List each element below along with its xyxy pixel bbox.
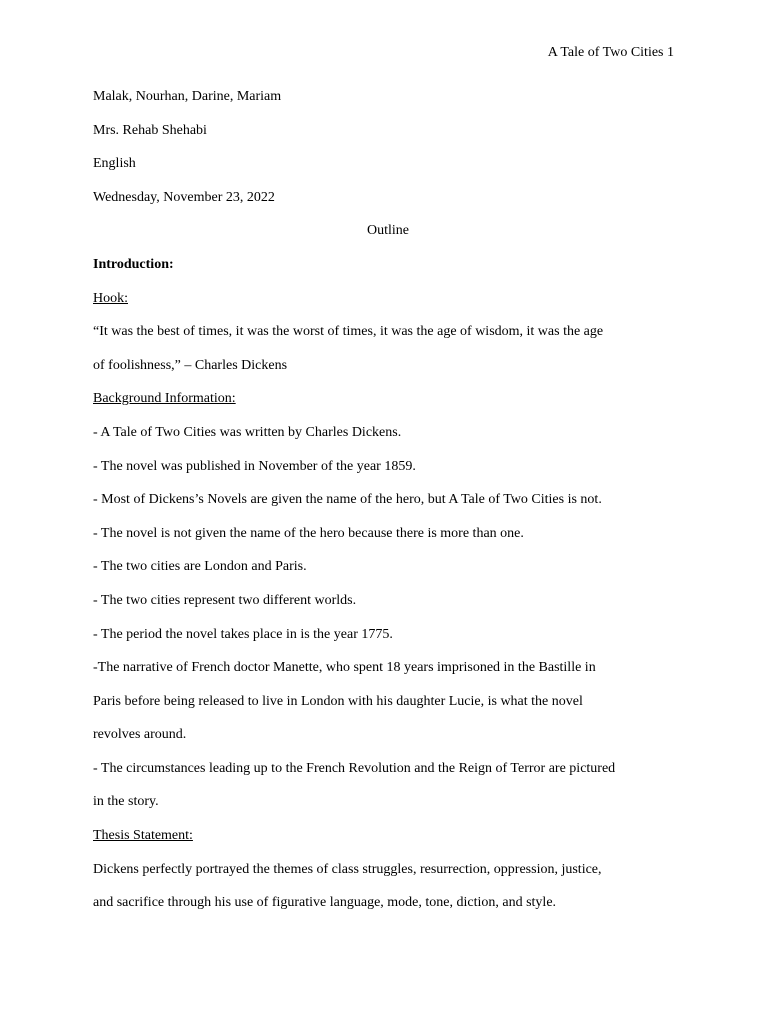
background-line: - The two cities are London and Paris. xyxy=(93,559,307,575)
running-header: A Tale of Two Cities 1 xyxy=(547,45,674,60)
document-body xyxy=(93,87,683,927)
background-line: revolves around. xyxy=(93,727,187,743)
introduction-heading: Introduction: xyxy=(93,256,174,272)
hook-line: of foolishness,” – Charles Dickens xyxy=(93,357,288,373)
document-title: Outline xyxy=(367,223,409,239)
background-heading: Background Information: xyxy=(93,391,236,407)
background-line: in the story. xyxy=(93,794,159,810)
background-line: - The novel is not given the name of the hero because there is more than one. xyxy=(93,525,524,541)
background-line: Paris before being released to live in London with his daughter Lucie, is what the novel xyxy=(93,693,583,709)
hook-line: “It was the best of times, it was the worst of times, it was the age of wisdom, it was the age xyxy=(93,324,604,340)
background-line: - The two cities represent two different worlds. xyxy=(93,592,357,608)
thesis-line: and sacrifice through his use of figurative language, mode, tone, diction, and style. xyxy=(93,895,557,911)
background-line: - The circumstances leading up to the French Revolution and the Reign of Terror are pictured xyxy=(93,760,616,776)
background-line: - Most of Dickens’s Novels are given the name of the hero, but A Tale of Two Cities is not. xyxy=(93,492,602,508)
document-date: Wednesday, November 23, 2022 xyxy=(93,189,275,205)
hook-heading: Hook: xyxy=(93,290,128,306)
thesis-line: Dickens perfectly portrayed the themes of class struggles, resurrection, oppression, justice, xyxy=(93,861,602,877)
background-line: - The novel was published in November of the year 1859. xyxy=(93,458,416,474)
thesis-heading: Thesis Statement: xyxy=(93,828,193,844)
author-names: Malak, Nourhan, Darine, Mariam xyxy=(93,89,282,104)
background-line: -The narrative of French doctor Manette, who spent 18 years imprisoned in the Bastille in xyxy=(93,660,596,676)
teacher-name: Mrs. Rehab Shehabi xyxy=(93,122,207,138)
subject-name: English xyxy=(93,156,136,172)
background-line: - The period the novel takes place in is the year 1775. xyxy=(93,626,393,642)
background-line: - A Tale of Two Cities was written by Charles Dickens. xyxy=(93,424,402,440)
